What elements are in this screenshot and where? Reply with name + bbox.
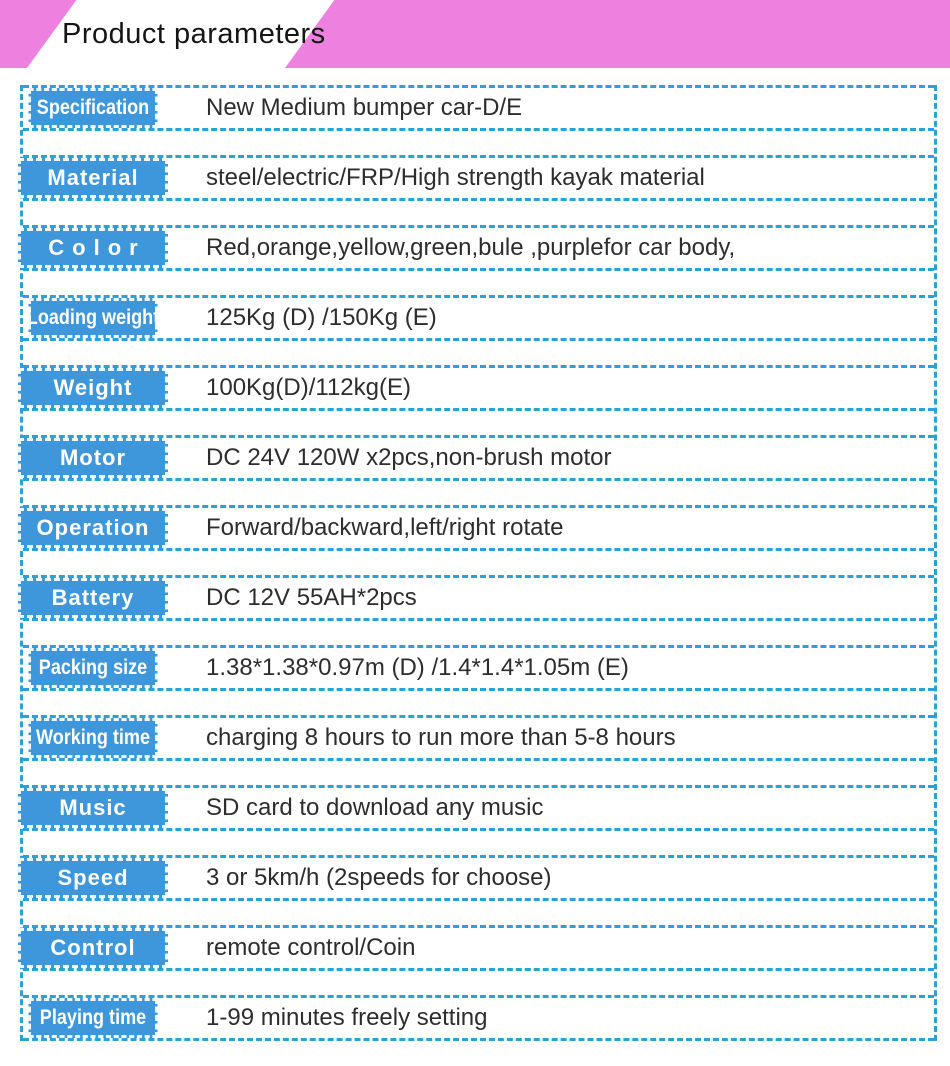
table-row [23, 155, 934, 201]
row-label: Loading weight [29, 298, 158, 338]
table-row [23, 785, 934, 831]
row-value: 125Kg (D) /150Kg (E) [206, 304, 437, 331]
table-row [23, 925, 934, 971]
row-value: DC 12V 55AH*2pcs [206, 584, 417, 611]
row-value: charging 8 hours to run more than 5-8 hours [206, 724, 676, 751]
row-label: Battery [18, 578, 168, 618]
table-row [23, 855, 934, 901]
page-title: Product parameters [62, 17, 326, 50]
row-value: DC 24V 120W x2pcs,non-brush motor [206, 444, 612, 471]
table-row [23, 575, 934, 621]
row-label: Specification [29, 88, 158, 128]
table-row [23, 365, 934, 411]
row-value: Forward/backward,left/right rotate [206, 514, 564, 541]
row-value: SD card to download any music [206, 794, 544, 821]
row-value: Red,orange,yellow,green,bule ,purplefor car body, [206, 234, 736, 261]
row-value: 3 or 5km/h (2speeds for choose) [206, 864, 552, 891]
row-label: Control [18, 928, 168, 968]
row-label: Material [18, 158, 168, 198]
table-row [23, 435, 934, 481]
row-label: Weight [18, 368, 168, 408]
row-label: Motor [18, 438, 168, 478]
table-row [23, 225, 934, 271]
row-value: steel/electric/FRP/High strength kayak material [206, 164, 705, 191]
row-label: Packing size [29, 648, 158, 688]
row-value: 1-99 minutes freely setting [206, 1004, 488, 1031]
row-value: remote control/Coin [206, 934, 416, 961]
parameters-table [20, 85, 937, 1041]
row-label: Operation [18, 508, 168, 548]
table-row [23, 295, 934, 341]
row-label: Working time [29, 718, 158, 758]
table-row [23, 715, 934, 761]
row-label: Color [18, 228, 168, 268]
row-label: Playing time [29, 998, 158, 1038]
row-label: Speed [18, 858, 168, 898]
table-row [23, 645, 934, 691]
row-value: 100Kg(D)/112kg(E) [206, 374, 411, 401]
table-row [23, 995, 934, 1041]
row-value: 1.38*1.38*0.97m (D) /1.4*1.4*1.05m (E) [206, 654, 629, 681]
header-band [0, 0, 950, 68]
table-row [23, 85, 934, 131]
row-value: New Medium bumper car-D/E [206, 94, 523, 121]
row-label: Music [18, 788, 168, 828]
table-row [23, 505, 934, 551]
